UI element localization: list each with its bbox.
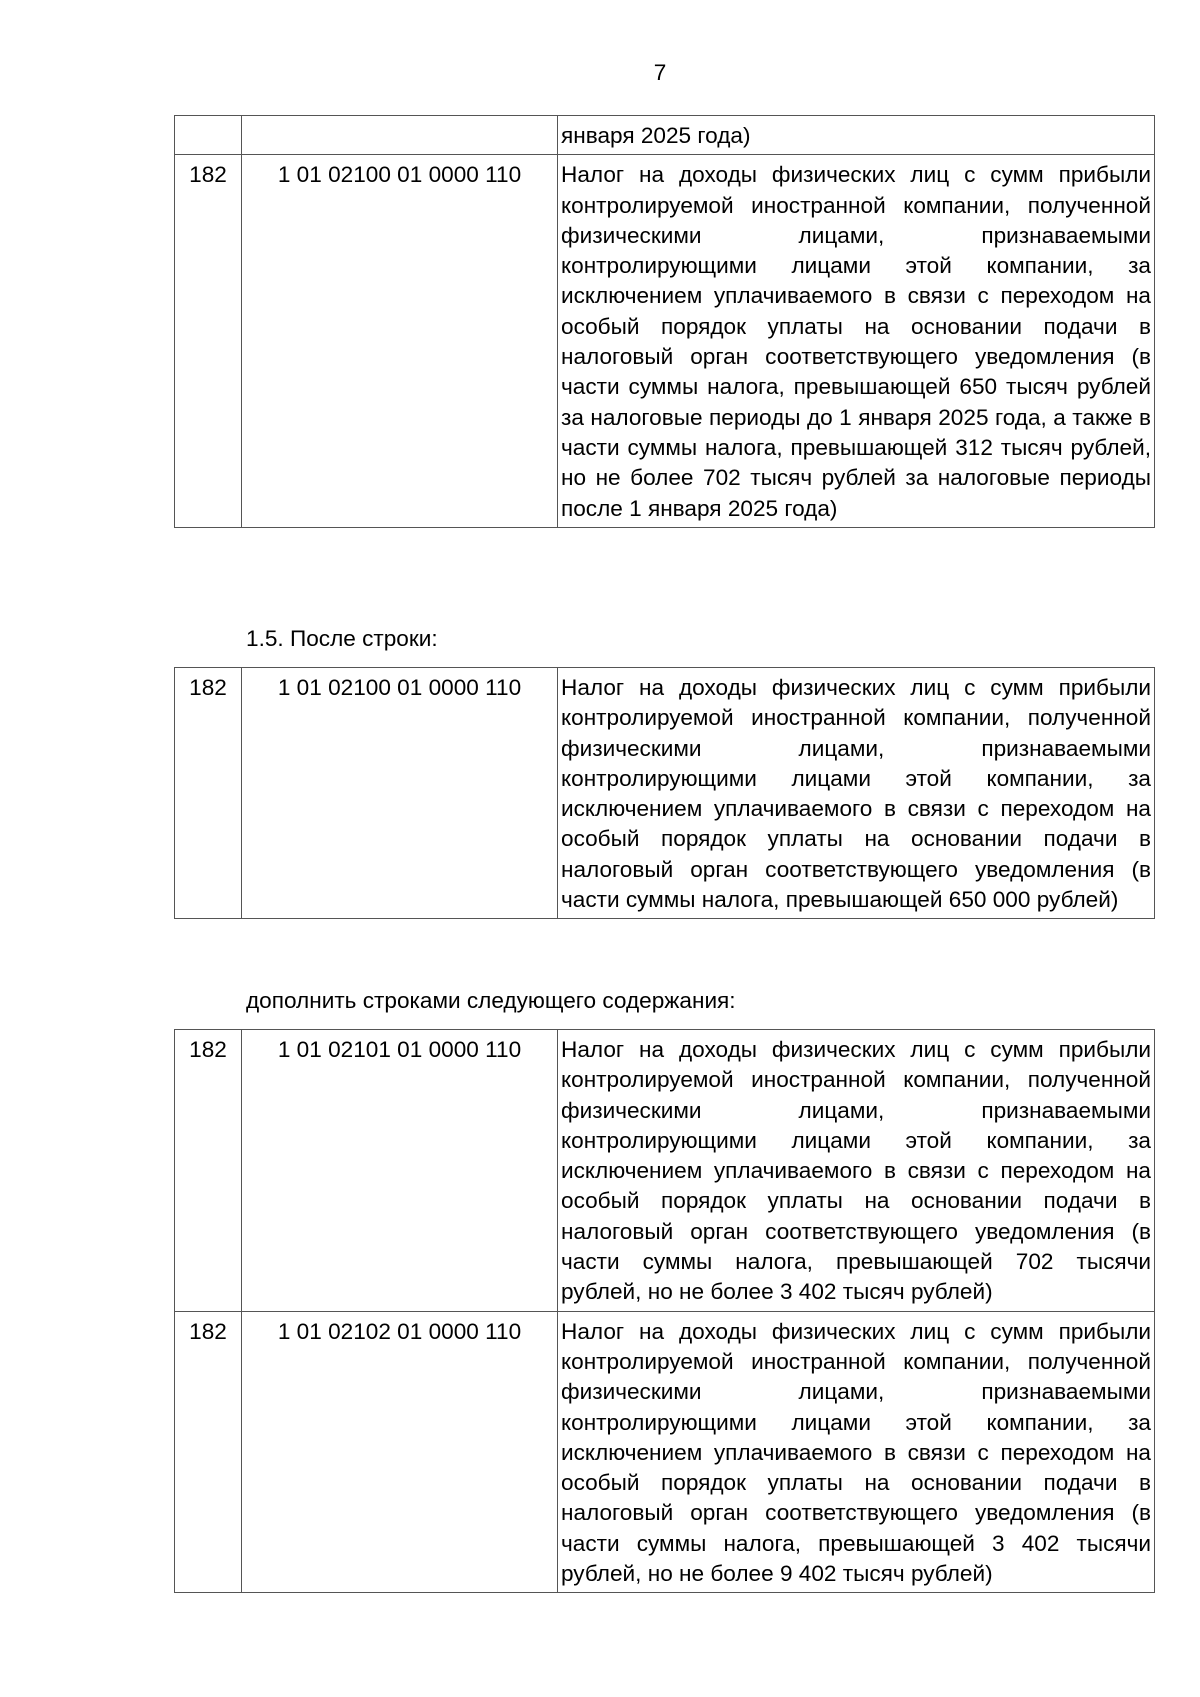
admin-code-cell <box>175 116 242 155</box>
admin-code-cell: 182 <box>175 1030 242 1312</box>
table-row <box>175 155 1155 528</box>
budget-code-cell: 1 01 02102 01 0000 110 <box>242 1311 558 1593</box>
amendment-paragraph: 1.5. После строки: <box>246 626 438 651</box>
kbk-table-continuation <box>174 115 1155 528</box>
table-row <box>175 1030 1155 1312</box>
description-cell: января 2025 года) <box>558 116 1155 155</box>
description-cell: Налог на доходы физических лиц с сумм прибыли контролируемой иностранной компании, полученной физическими лицами, признаваемыми контролирующими лицами этой компании, за исключением уплачиваемого в связи с переходом на особый порядок уплаты на основании подачи в налоговый орган соответствующего уведомления (в части суммы налога, превышающей 650 тысяч рублей за налоговые периоды до 1 января 2025 года, а также в части суммы налога, превышающей 312 тысяч рублей, но не более 702 тысяч рублей за налоговые периоды после 1 января 2025 года) <box>558 155 1155 528</box>
budget-code-cell: 1 01 02100 01 0000 110 <box>242 668 558 919</box>
table-row <box>175 1311 1155 1593</box>
page-number: 7 <box>653 60 667 85</box>
description-cell: Налог на доходы физических лиц с сумм прибыли контролируемой иностранной компании, полученной физическими лицами, признаваемыми контролирующими лицами этой компании, за исключением уплачиваемого в связи с переходом на особый порядок уплаты на основании подачи в налоговый орган соответствующего уведомления (в части суммы налога, превышающей 702 тысячи рублей, но не более 3 402 тысяч рублей) <box>558 1030 1155 1312</box>
budget-code-cell: 1 01 02100 01 0000 110 <box>242 155 558 528</box>
budget-code-cell: 1 01 02101 01 0000 110 <box>242 1030 558 1312</box>
description-cell: Налог на доходы физических лиц с сумм прибыли контролируемой иностранной компании, полученной физическими лицами, признаваемыми контролирующими лицами этой компании, за исключением уплачиваемого в связи с переходом на особый порядок уплаты на основании подачи в налоговый орган соответствующего уведомления (в части суммы налога, превышающей 650 000 рублей) <box>558 668 1155 919</box>
admin-code-cell: 182 <box>175 1311 242 1593</box>
description-cell: Налог на доходы физических лиц с сумм прибыли контролируемой иностранной компании, полученной физическими лицами, признаваемыми контролирующими лицами этой компании, за исключением уплачиваемого в связи с переходом на особый порядок уплаты на основании подачи в налоговый орган соответствующего уведомления (в части суммы налога, превышающей 3 402 тысячи рублей, но не более 9 402 тысяч рублей) <box>558 1311 1155 1593</box>
kbk-table-new-rows <box>174 1029 1155 1593</box>
budget-code-cell <box>242 116 558 155</box>
kbk-table-existing-row <box>174 667 1155 919</box>
admin-code-cell: 182 <box>175 155 242 528</box>
admin-code-cell: 182 <box>175 668 242 919</box>
table-row <box>175 668 1155 919</box>
table-row <box>175 116 1155 155</box>
amendment-paragraph: дополнить строками следующего содержания: <box>246 988 736 1013</box>
